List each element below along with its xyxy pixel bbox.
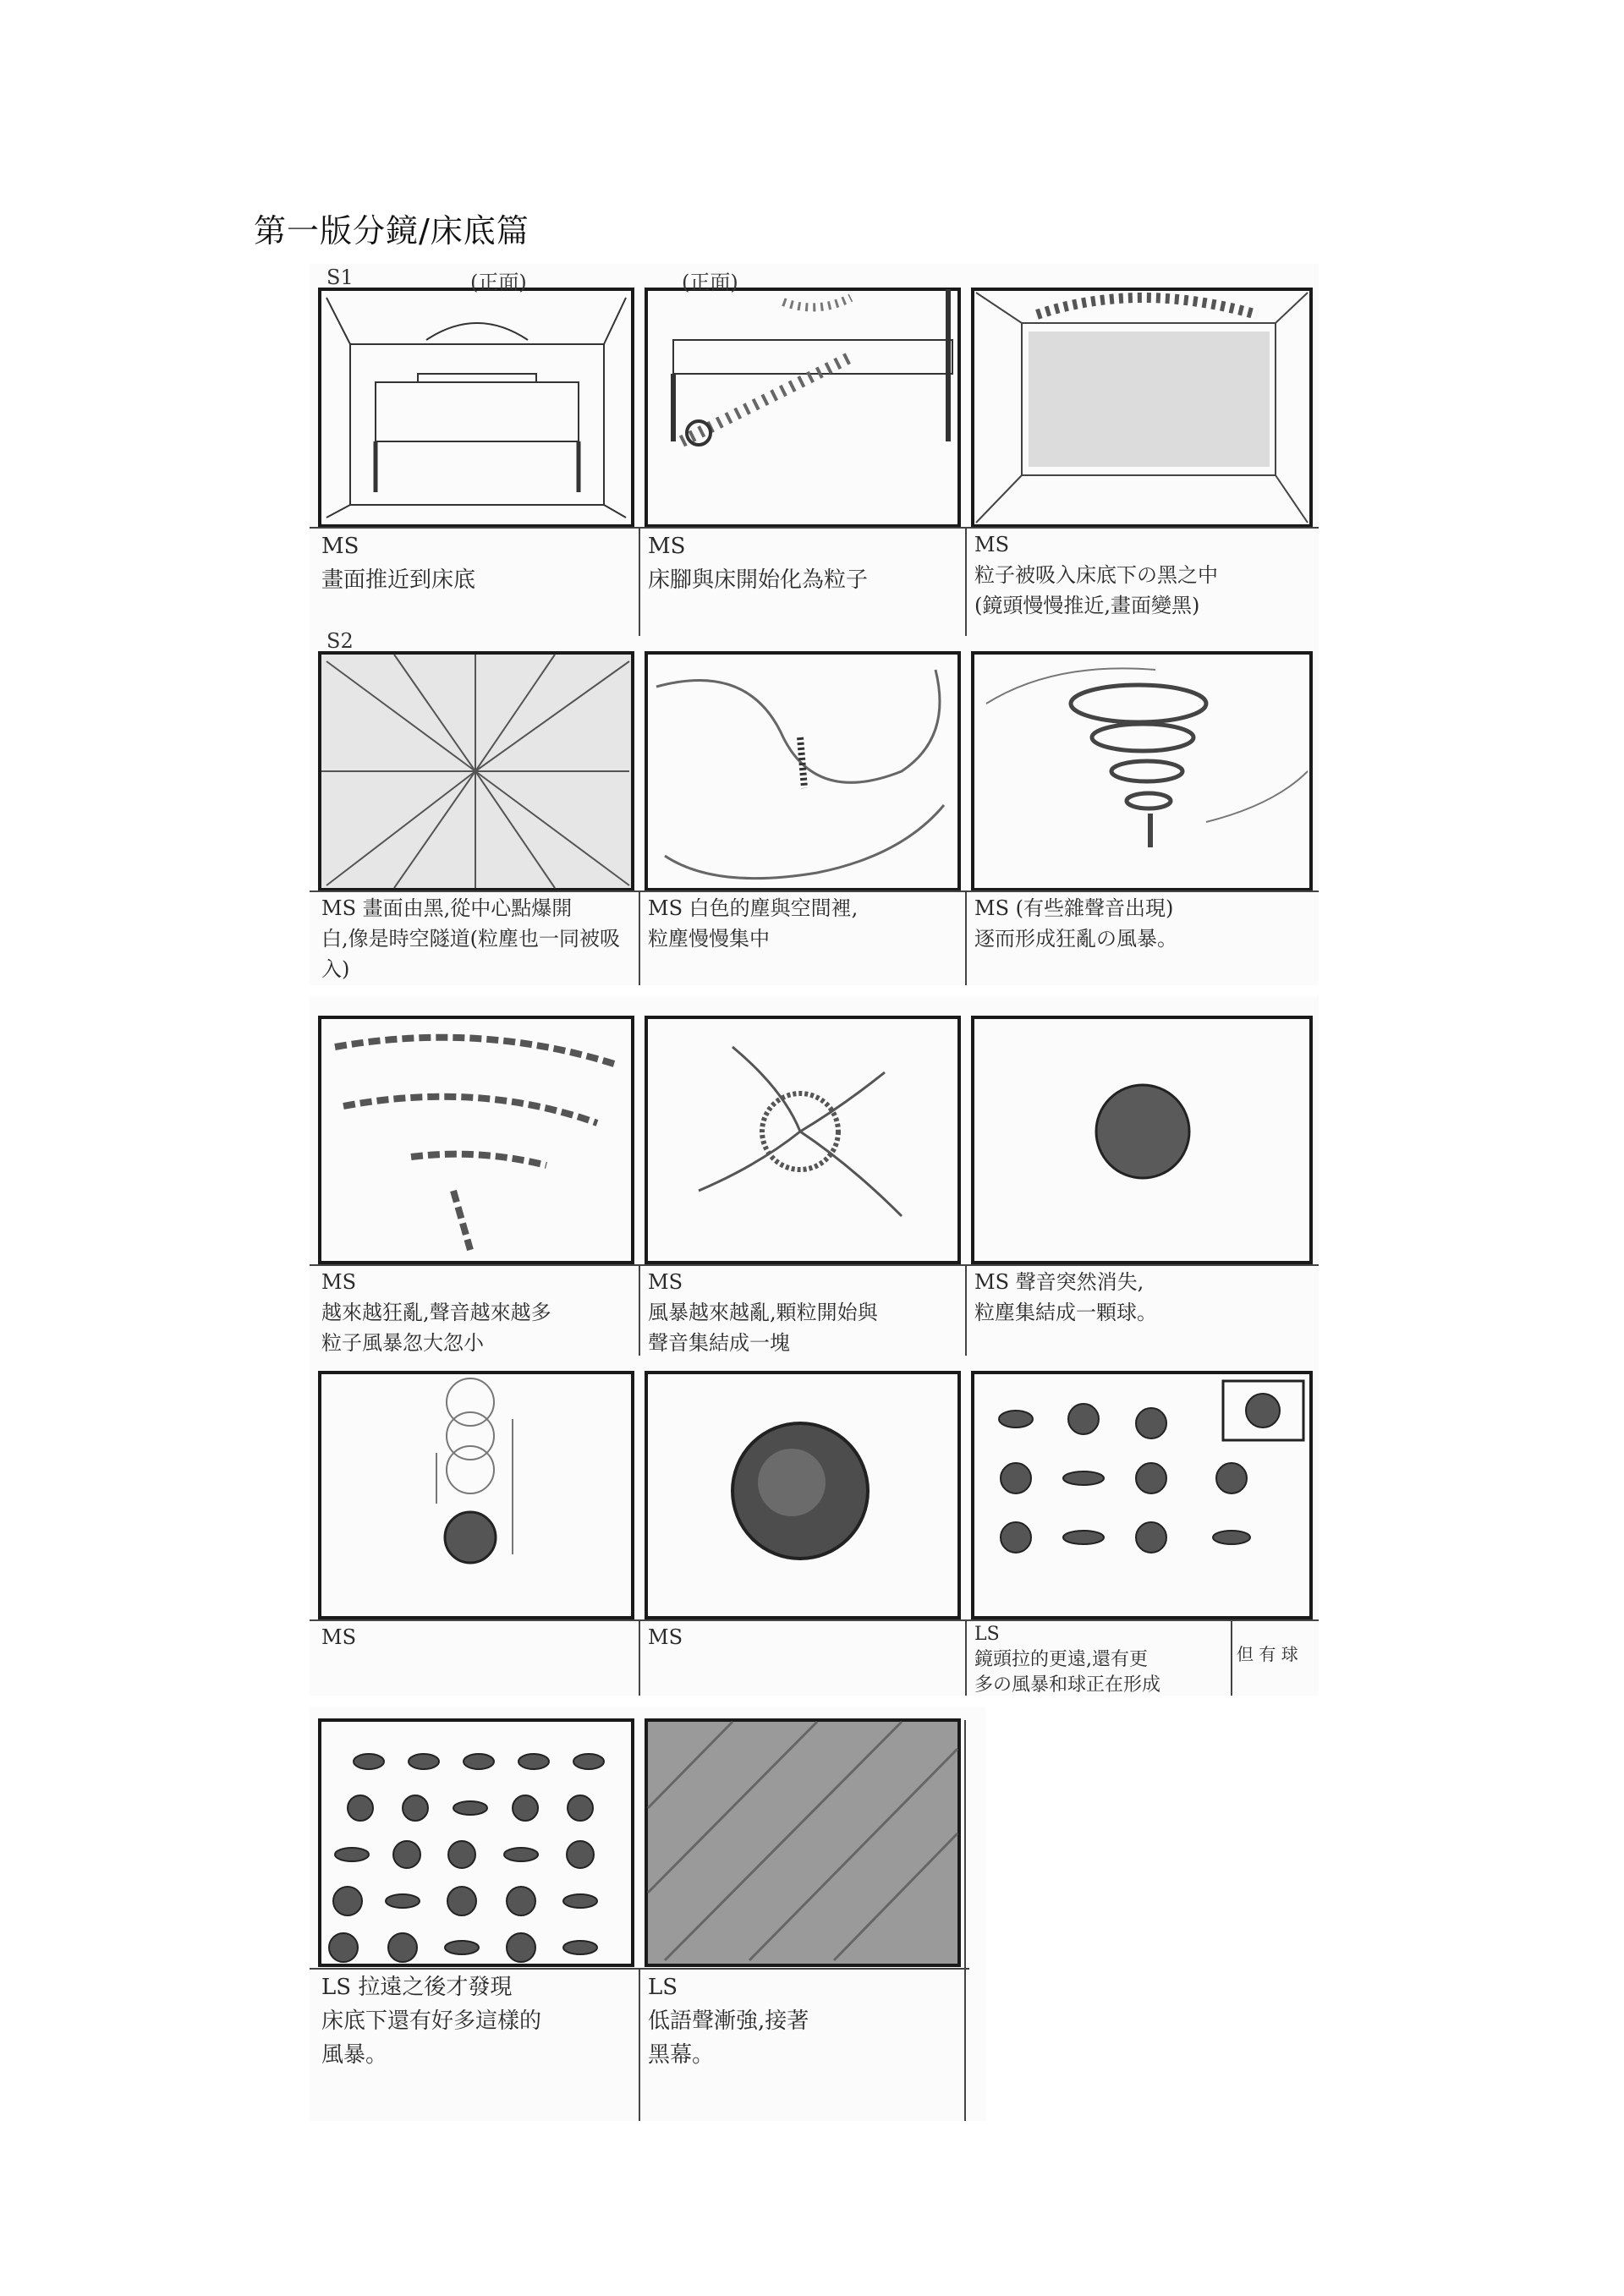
panel-caption: MS 聲音突然消失, 粒塵集結成一顆球。	[974, 1270, 1157, 1324]
panel-caption: MS 畫面推近到床底	[321, 534, 476, 593]
panel-caption: MS 畫面由黑,從中心點爆開 白,像是時空隧道(粒塵也一同被吸入)	[321, 896, 620, 981]
storyboard-sheet-1	[310, 264, 1319, 985]
storyboard-sheet-2	[310, 996, 1319, 1696]
panel-caption: MS 風暴越來越亂,顆粒開始與 聲音集結成一塊	[648, 1270, 878, 1355]
panel-caption: MS	[321, 1625, 357, 1649]
panel-caption: MS 越來越狂亂,聲音越來越多 粒子風暴忽大忽小	[321, 1270, 551, 1355]
sheet-1-frames	[310, 264, 1319, 985]
panel-caption: 但 有 球	[1237, 1644, 1298, 1664]
panel-caption: LS 低語聲漸強,接著 黑幕。	[648, 1975, 809, 2068]
panel-caption: MS 白色的塵與空間裡, 粒塵慢慢集中	[648, 896, 859, 951]
page-title: 第一版分鏡/床底篇	[254, 212, 529, 249]
panel-note: (正面)	[682, 271, 738, 294]
panel-caption: MS (有些雜聲音出現) 逐而形成狂亂の風暴。	[974, 896, 1177, 951]
bed-sketch	[326, 298, 626, 518]
panel-caption: MS 粒子被吸入床底下の黑之中 (鏡頭慢慢推近,畫面變黑)	[974, 533, 1218, 617]
storyboard-sheet-3	[310, 1707, 986, 2121]
panel-caption: LS 鏡頭拉的更遠,還有更 多の風暴和球正在形成	[974, 1624, 1161, 1696]
scene-mark: S2	[326, 629, 354, 653]
scene-mark: S1	[326, 266, 354, 289]
panel-caption: MS 床腳與床開始化為粒子	[648, 534, 869, 593]
panel-caption: LS 拉遠之後才發現 床底下還有好多這樣的 風暴。	[321, 1975, 542, 2068]
panel-caption: MS	[648, 1625, 683, 1649]
panel-note: (正面)	[470, 271, 527, 294]
